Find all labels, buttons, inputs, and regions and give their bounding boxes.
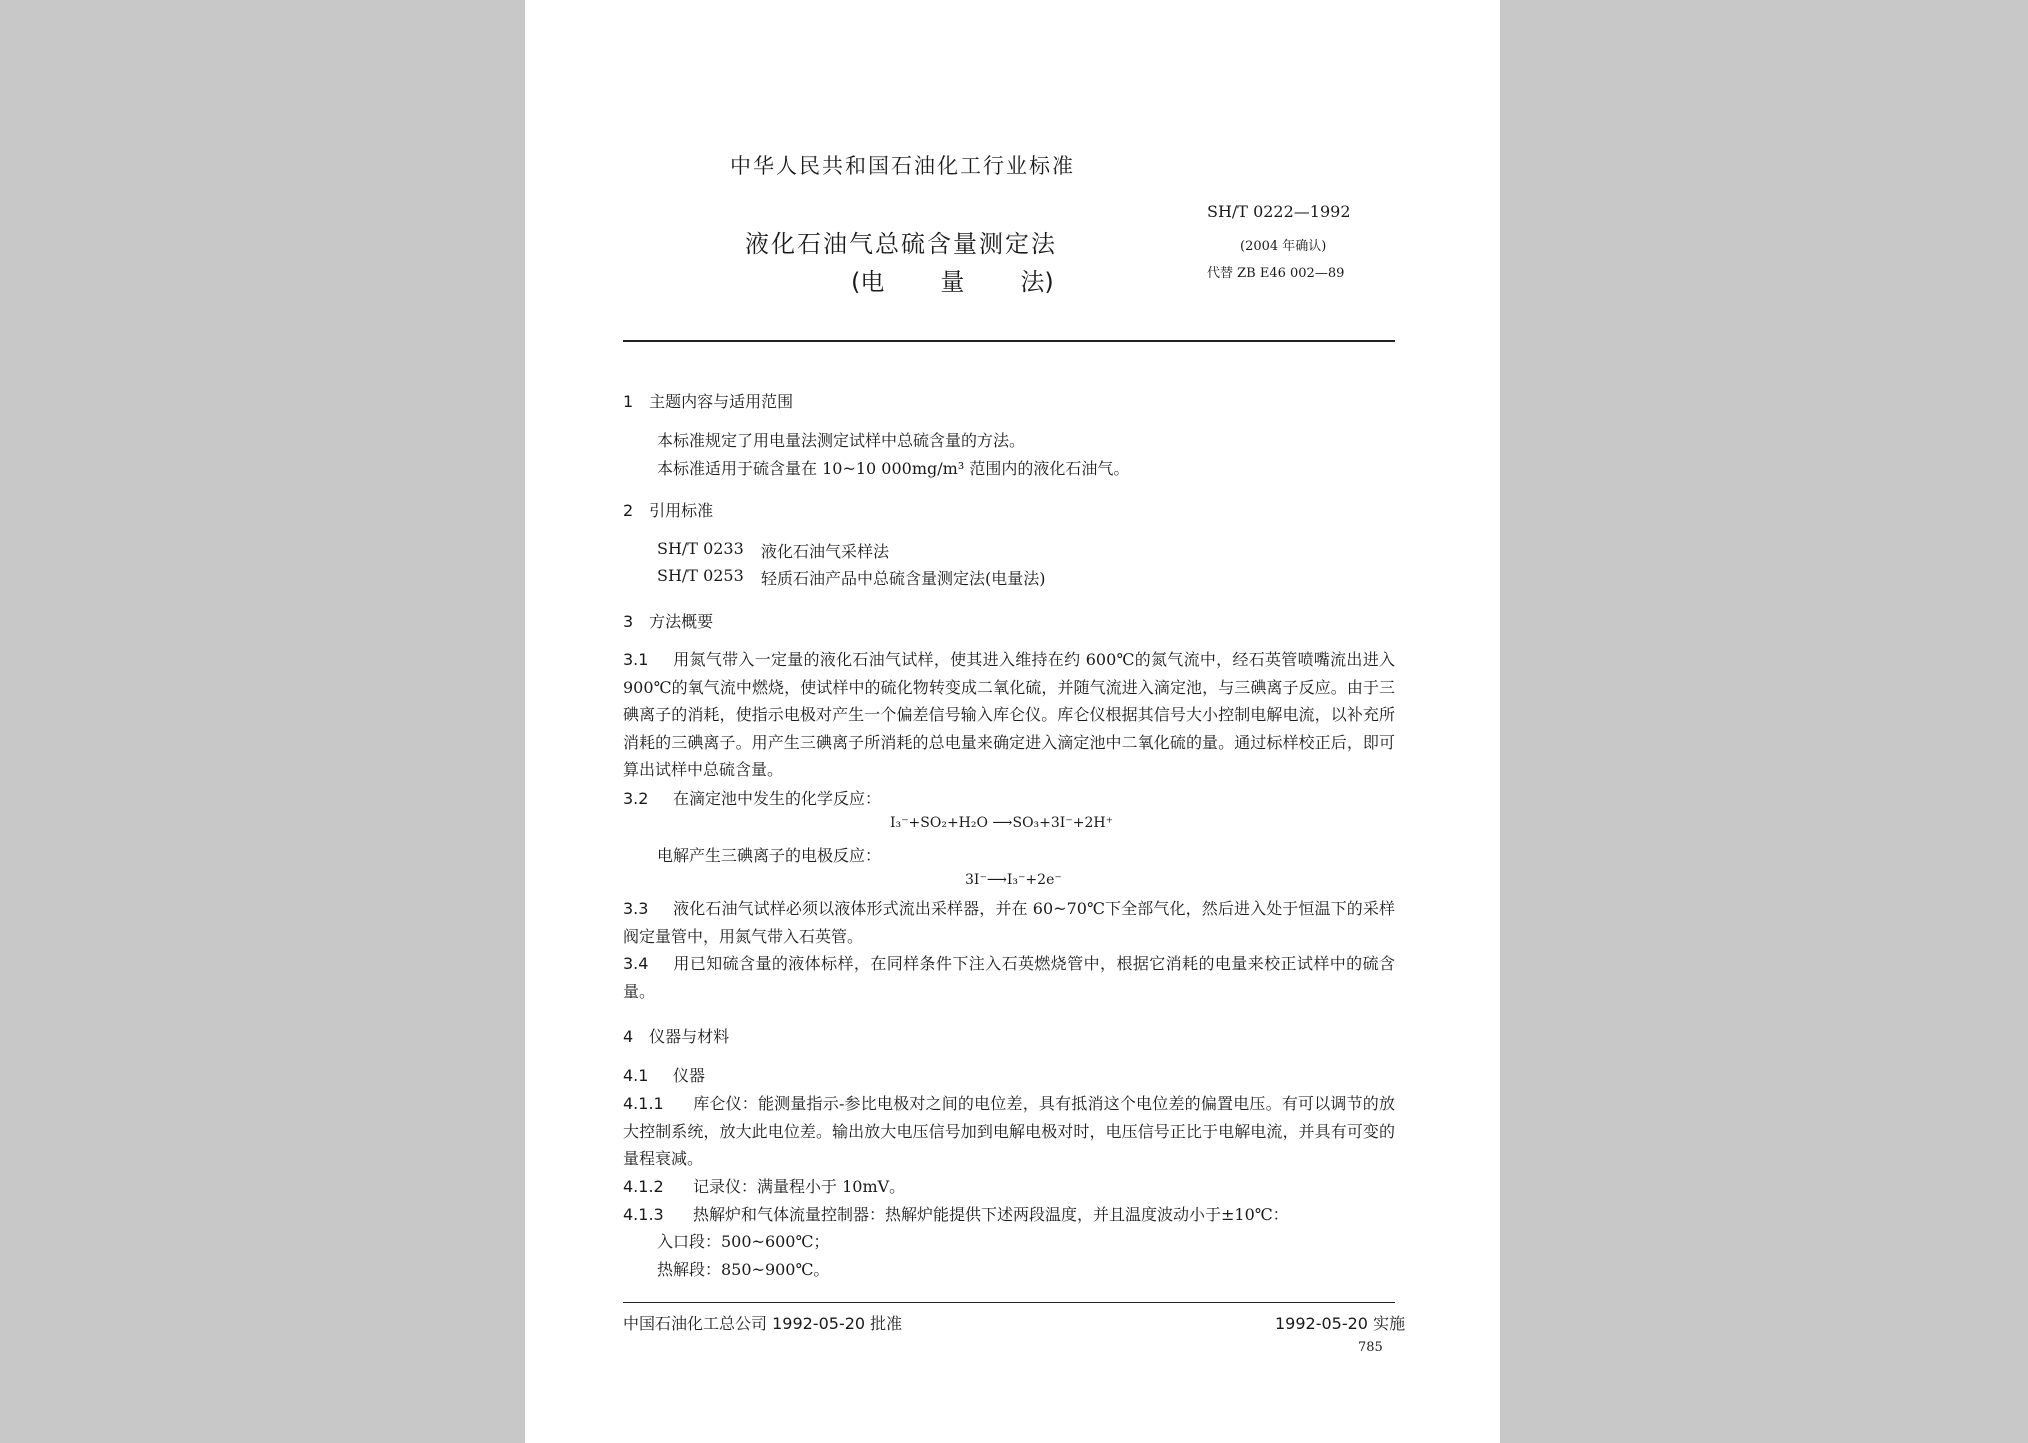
document-page (525, 0, 1500, 1443)
s3-4-paragraph (623, 950, 1395, 1005)
clause-text: 库仑仪：能测量指示-参比电极对之间的电位差，具有抵消这个电位差的偏置电压。有可以调节的放大控制系统，放大此电位差。输出放大电压信号加到电解电极对时，电压信号正比于电解电流，并具有可变的量程衰减。 (623, 1094, 1395, 1168)
section-1-heading: 1 主题内容与适用范围 (623, 392, 794, 411)
page-number: 785 (1358, 1340, 1383, 1355)
clause-number: 3.3 (623, 899, 649, 918)
approval-note: 中国石油化工总公司 1992-05-20 批准 (623, 1314, 903, 1333)
implementation-note: 1992-05-20 实施 (1275, 1314, 1406, 1333)
s3-2-paragraph (623, 785, 1395, 813)
clause-number: 4.1.2 (623, 1177, 664, 1196)
ref-2-title: 轻质石油产品中总硫含量测定法(电量法) (761, 569, 1046, 588)
standard-subtitle (823, 262, 1082, 297)
section-2-heading: 2 引用标准 (623, 501, 714, 520)
clause-number: 4.1.3 (623, 1205, 664, 1224)
pyrolysis-section-temp: 热解段：850~900℃。 (657, 1260, 830, 1279)
clause-number: 4.1 (623, 1066, 649, 1085)
org-title: 中华人民共和国石油化工行业标准 (730, 154, 1075, 178)
clause-number: 3.4 (623, 954, 649, 973)
s4-1-paragraph (623, 1062, 1395, 1090)
clause-number: 3.2 (623, 789, 649, 808)
s3-1-paragraph (623, 646, 1395, 784)
clause-text: 液化石油气试样必须以液体形式流出采样器，并在 60~70℃下全部气化，然后进入处于恒温下的采样阀定量管中，用氮气带入石英管。 (623, 899, 1395, 946)
standard-title: 液化石油气总硫含量测定法 (745, 230, 1057, 258)
confirm-note: (2004 年确认) (1240, 239, 1327, 254)
clause-text: 热解炉和气体流量控制器：热解炉能提供下述两段温度，并且温度波动小于±10℃： (693, 1205, 1289, 1224)
subtitle-part: 量 (940, 268, 965, 296)
footer-divider (623, 1302, 1395, 1303)
s3-3-paragraph (623, 895, 1395, 950)
ref-1-title: 液化石油气采样法 (761, 542, 890, 561)
clause-text: 仪器 (673, 1066, 706, 1085)
subtitle-part: 法) (1020, 268, 1054, 296)
clause-number: 4.1.1 (623, 1094, 664, 1113)
clause-text: 记录仪：满量程小于 10mV。 (693, 1177, 906, 1196)
equation-1: I₃⁻+SO₂+H₂O ⟶SO₃+3I⁻+2H⁺ (890, 815, 1113, 831)
clause-text: 用已知硫含量的液体标样，在同样条件下注入石英燃烧管中，根据它消耗的电量来校正试样中的硫含量。 (623, 954, 1395, 1001)
inlet-section-temp: 入口段：500~600℃； (657, 1232, 830, 1251)
s3-2-text-b: 电解产生三碘离子的电极反应： (657, 846, 882, 865)
clause-text: 在滴定池中发生的化学反应： (673, 789, 882, 808)
s4-1-1-paragraph (623, 1090, 1395, 1173)
clause-text: 用氮气带入一定量的液化石油气试样，使其进入维持在约 600℃的氮气流中，经石英管喷嘴流出进入 900℃的氧气流中燃烧，使试样中的硫化物转变成二氧化硫，并随气流进入滴定池，与三碘离子反应。由于三碘离子的消耗，使指示电极对产生一个偏差信号输入库仑仪。库仑仪根据其信号大小控制电解电流，以补充所消耗的三碘离子。用产生三碘离子所消耗的总电量来确定进入滴定池中二氧化硫的量。通过标样校正后，即可算出试样中总硫含量。 (623, 650, 1395, 779)
standard-code: SH/T 0222—1992 (1207, 202, 1351, 221)
ref-1-code: SH/T 0233 (657, 539, 744, 558)
header-divider (623, 340, 1395, 342)
s4-1-2-paragraph (623, 1173, 1395, 1201)
ref-2-code: SH/T 0253 (657, 566, 744, 585)
subtitle-part: (电 (851, 268, 885, 296)
clause-number: 3.1 (623, 650, 649, 669)
section-3-heading: 3 方法概要 (623, 612, 714, 631)
s4-1-3-paragraph (623, 1201, 1395, 1229)
section-4-heading: 4 仪器与材料 (623, 1027, 730, 1046)
replaces-note: 代替 ZB E46 002—89 (1207, 266, 1345, 281)
s1-paragraph-1: 本标准规定了用电量法测定试样中总硫含量的方法。 (657, 431, 1026, 450)
s1-paragraph-2: 本标准适用于硫含量在 10~10 000mg/m³ 范围内的液化石油气。 (657, 459, 1130, 478)
equation-2: 3I⁻⟶I₃⁻+2e⁻ (965, 872, 1062, 888)
